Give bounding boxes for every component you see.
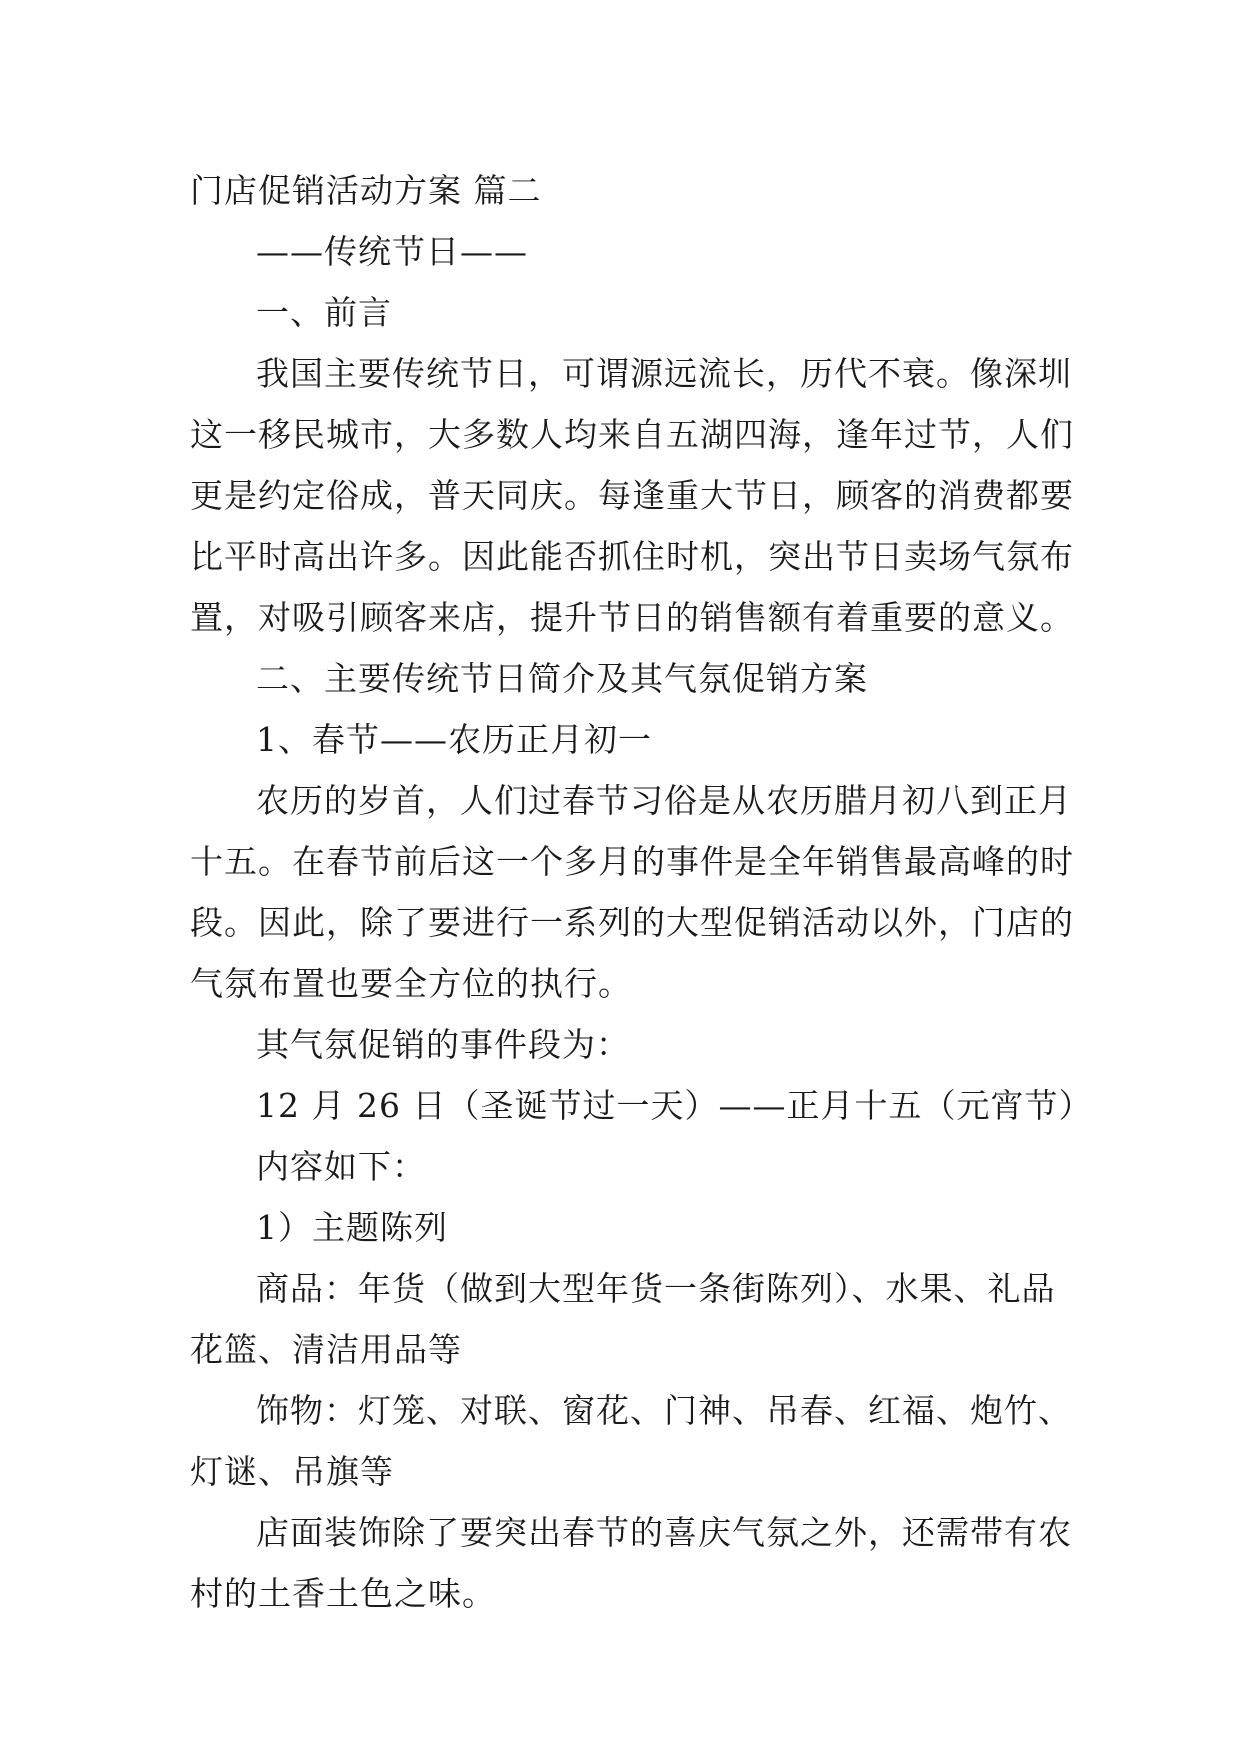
intro-paragraph bbox=[190, 343, 1074, 648]
item-heading-spring-festival: 1、春节——农历正月初一 bbox=[256, 720, 652, 759]
section-heading-festivals: 二、主要传统节日简介及其气氛促销方案 bbox=[256, 659, 868, 698]
promotion-period-value: 12 月 26 日（圣诞节过一天）——正月十五（元宵节） bbox=[256, 1086, 1093, 1125]
paragraph-line: 更是约定俗成，普天同庆。每逢重大节日，顾客的消费都要 bbox=[190, 476, 1074, 515]
paragraph-line: 段。因此，除了要进行一系列的大型促销活动以外，门店的 bbox=[190, 903, 1074, 942]
spring-festival-paragraph bbox=[190, 770, 1074, 1014]
paragraph-line: 气氛布置也要全方位的执行。 bbox=[190, 964, 632, 1003]
content-label: 内容如下： bbox=[256, 1147, 426, 1186]
paragraph-line: 我国主要传统节日，可谓源远流长，历代不衰。像深圳 bbox=[256, 354, 1072, 393]
paragraph-line: 商品：年货（做到大型年货一条街陈列）、水果、礼品 bbox=[256, 1269, 1056, 1308]
paragraph-line: 这一移民城市，大多数人均来自五湖四海，逢年过节，人们 bbox=[190, 415, 1074, 454]
goods-paragraph bbox=[190, 1258, 1070, 1380]
decorations-paragraph bbox=[190, 1380, 1070, 1502]
paragraph-line: 十五。在春节前后这一个多月的事件是全年销售最高峰的时 bbox=[190, 842, 1074, 881]
paragraph-line: 农历的岁首，人们过春节习俗是从农历腊月初八到正月 bbox=[256, 781, 1072, 820]
paragraph-line: 店面装饰除了要突出春节的喜庆气氛之外，还需带有农 bbox=[256, 1513, 1072, 1552]
document-subtitle: ——传统节日—— bbox=[256, 232, 528, 271]
paragraph-line: 比平时高出许多。因此能否抓住时机，突出节日卖场气氛布 bbox=[190, 537, 1074, 576]
section-heading-preface: 一、前言 bbox=[256, 293, 392, 332]
sub-heading-theme-display: 1）主题陈列 bbox=[256, 1208, 448, 1247]
paragraph-line: 置，对吸引顾客来店，提升节日的销售额有着重要的意义。 bbox=[190, 598, 1074, 637]
paragraph-line: 灯谜、吊旗等 bbox=[190, 1452, 394, 1491]
document-page bbox=[190, 160, 1093, 1624]
storefront-paragraph bbox=[190, 1502, 1070, 1624]
paragraph-line: 花篮、清洁用品等 bbox=[190, 1330, 462, 1369]
document-title: 门店促销活动方案 篇二 bbox=[190, 171, 542, 210]
promotion-period-label: 其气氛促销的事件段为： bbox=[256, 1025, 630, 1064]
paragraph-line: 村的土香土色之味。 bbox=[190, 1574, 496, 1613]
paragraph-line: 饰物：灯笼、对联、窗花、门神、吊春、红福、炮竹、 bbox=[256, 1391, 1072, 1430]
